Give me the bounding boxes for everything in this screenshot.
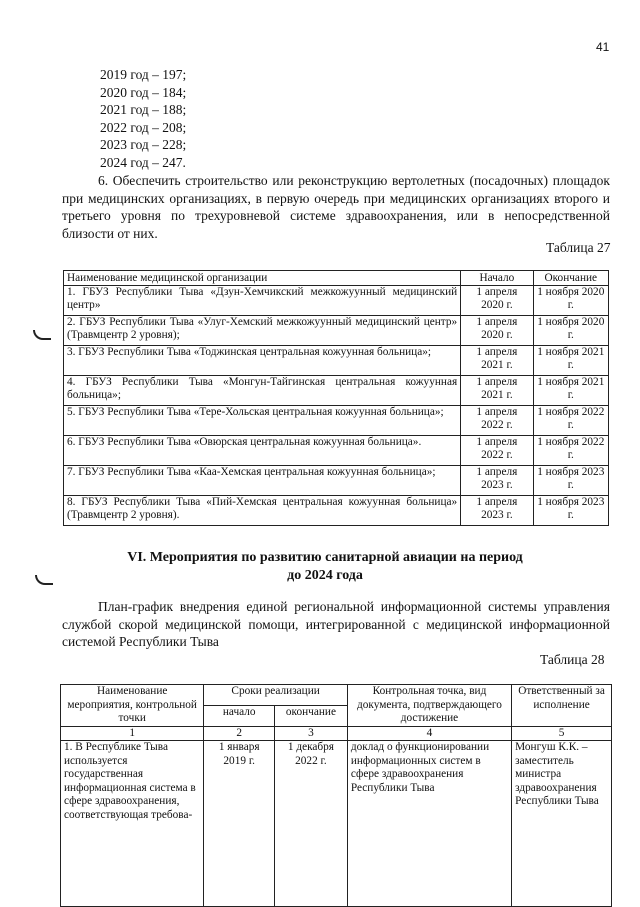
column-number: 2	[204, 726, 275, 741]
year-line: 2024 год – 247.	[100, 154, 186, 170]
column-number: 1	[61, 726, 204, 741]
header-start: начало	[204, 705, 275, 726]
end-date: 1 ноября 2021 г.	[533, 376, 608, 406]
column-number: 4	[347, 726, 511, 741]
end-date: 1 ноября 2020 г.	[533, 286, 608, 316]
year-line: 2022 год – 208;	[100, 119, 187, 135]
checkpoint: доклад о функционировании информационных систем в сфере здравоохранения Республики Тыва	[347, 741, 511, 907]
table-27	[63, 270, 609, 526]
end-date: 1 ноября 2023 г.	[533, 466, 608, 496]
responsible-person: Монгуш К.К. – заместитель министра здравоохранения Республики Тыва	[512, 741, 612, 907]
year-line: 2021 год – 188;	[100, 102, 187, 117]
organization-name: 2. ГБУЗ Республики Тыва «Улуг-Хемский межкожуунный медицинский центр» (Травмцентр 2 уровня);	[64, 316, 461, 346]
header-terms: Сроки реализации	[204, 685, 347, 706]
start-date: 1 апреля 2020 г.	[461, 316, 533, 346]
start-date: 1 апреля 2020 г.	[461, 286, 533, 316]
organization-name: 6. ГБУЗ Республики Тыва «Овюрская центральная кожуунная больница».	[64, 436, 461, 466]
table-28-label: Таблица 28	[540, 652, 605, 667]
end-date: 1 декабря 2022 г.	[275, 741, 348, 907]
column-number: 5	[512, 726, 612, 741]
column-numbers-row	[61, 726, 612, 741]
organization-name: 3. ГБУЗ Республики Тыва «Тоджинская центральная кожуунная больница»;	[64, 346, 461, 376]
end-date: 1 ноября 2023 г.	[533, 496, 608, 526]
header-end: окончание	[275, 705, 348, 726]
header-end: Окончание	[533, 271, 608, 286]
start-date: 1 апреля 2022 г.	[461, 406, 533, 436]
table-row	[64, 466, 609, 496]
column-number: 3	[275, 726, 348, 741]
margin-mark	[35, 575, 53, 585]
item-6-paragraph: 6. Обеспечить строительство или реконструкцию вертолетных (посадочных) площадок при медицинских организациях, в первую очередь при медицинских организациях второго и третьего уровня по трехуровневой системе здравоохранения, или в непосредственной близости от них.	[62, 173, 610, 241]
table-row	[64, 496, 609, 526]
year-line: 2023 год – 228;	[100, 137, 187, 152]
table-27-label: Таблица 27	[546, 240, 611, 255]
table-28	[60, 684, 612, 907]
table-row	[64, 316, 609, 346]
table-row	[64, 406, 609, 436]
header-organization: Наименование медицинской организации	[64, 271, 461, 286]
year-line: 2019 год – 197;	[100, 67, 187, 82]
table-row	[64, 286, 609, 316]
organization-name: 5. ГБУЗ Республики Тыва «Тере-Хольская центральная кожуунная больница»;	[64, 406, 461, 436]
table-row	[64, 346, 609, 376]
end-date: 1 ноября 2021 г.	[533, 346, 608, 376]
header-responsible: Ответственный за исполнение	[512, 685, 612, 727]
organization-name: 1. ГБУЗ Республики Тыва «Дзун-Хемчикский межкожуунный медицинский центр»	[64, 286, 461, 316]
header-checkpoint: Контрольная точка, вид документа, подтверждающего достижение	[347, 685, 511, 727]
margin-mark	[33, 330, 51, 340]
table-header-row	[64, 271, 609, 286]
start-date: 1 апреля 2023 г.	[461, 466, 533, 496]
table-row	[61, 741, 612, 907]
header-start: Начало	[461, 271, 533, 286]
table-row	[64, 436, 609, 466]
start-date: 1 января 2019 г.	[204, 741, 275, 907]
year-line: 2020 год – 184;	[100, 84, 187, 100]
table-row	[64, 376, 609, 406]
event-name: 1. В Республике Тыва используется государственная информационная система в сфере здравоохранения, соответствующая требова-	[61, 741, 204, 907]
end-date: 1 ноября 2020 г.	[533, 316, 608, 346]
organization-name: 8. ГБУЗ Республики Тыва «Пий-Хемская центральная кожуунная больница» (Травмцентр 2 уровня).	[64, 496, 461, 526]
section-title: VI. Мероприятия по развитию санитарной авиации на период до 2024 года	[127, 550, 523, 583]
plan-paragraph: План-график внедрения единой региональной информационной системы управления службой скорой медицинской помощи, интегрированной с медицинской информационной системой Республики Тыва	[62, 599, 610, 649]
start-date: 1 апреля 2023 г.	[461, 496, 533, 526]
organization-name: 7. ГБУЗ Республики Тыва «Каа-Хемская центральная кожуунная больница»;	[64, 466, 461, 496]
header-event: Наименование мероприятия, контрольной точки	[61, 685, 204, 727]
start-date: 1 апреля 2021 г.	[461, 346, 533, 376]
end-date: 1 ноября 2022 г.	[533, 436, 608, 466]
start-date: 1 апреля 2021 г.	[461, 376, 533, 406]
organization-name: 4. ГБУЗ Республики Тыва «Монгун-Тайгинская центральная кожуунная больница»;	[64, 376, 461, 406]
start-date: 1 апреля 2022 г.	[461, 436, 533, 466]
years-list	[100, 66, 640, 171]
page-number: 41	[596, 40, 610, 54]
table-header-row	[61, 685, 612, 706]
end-date: 1 ноября 2022 г.	[533, 406, 608, 436]
